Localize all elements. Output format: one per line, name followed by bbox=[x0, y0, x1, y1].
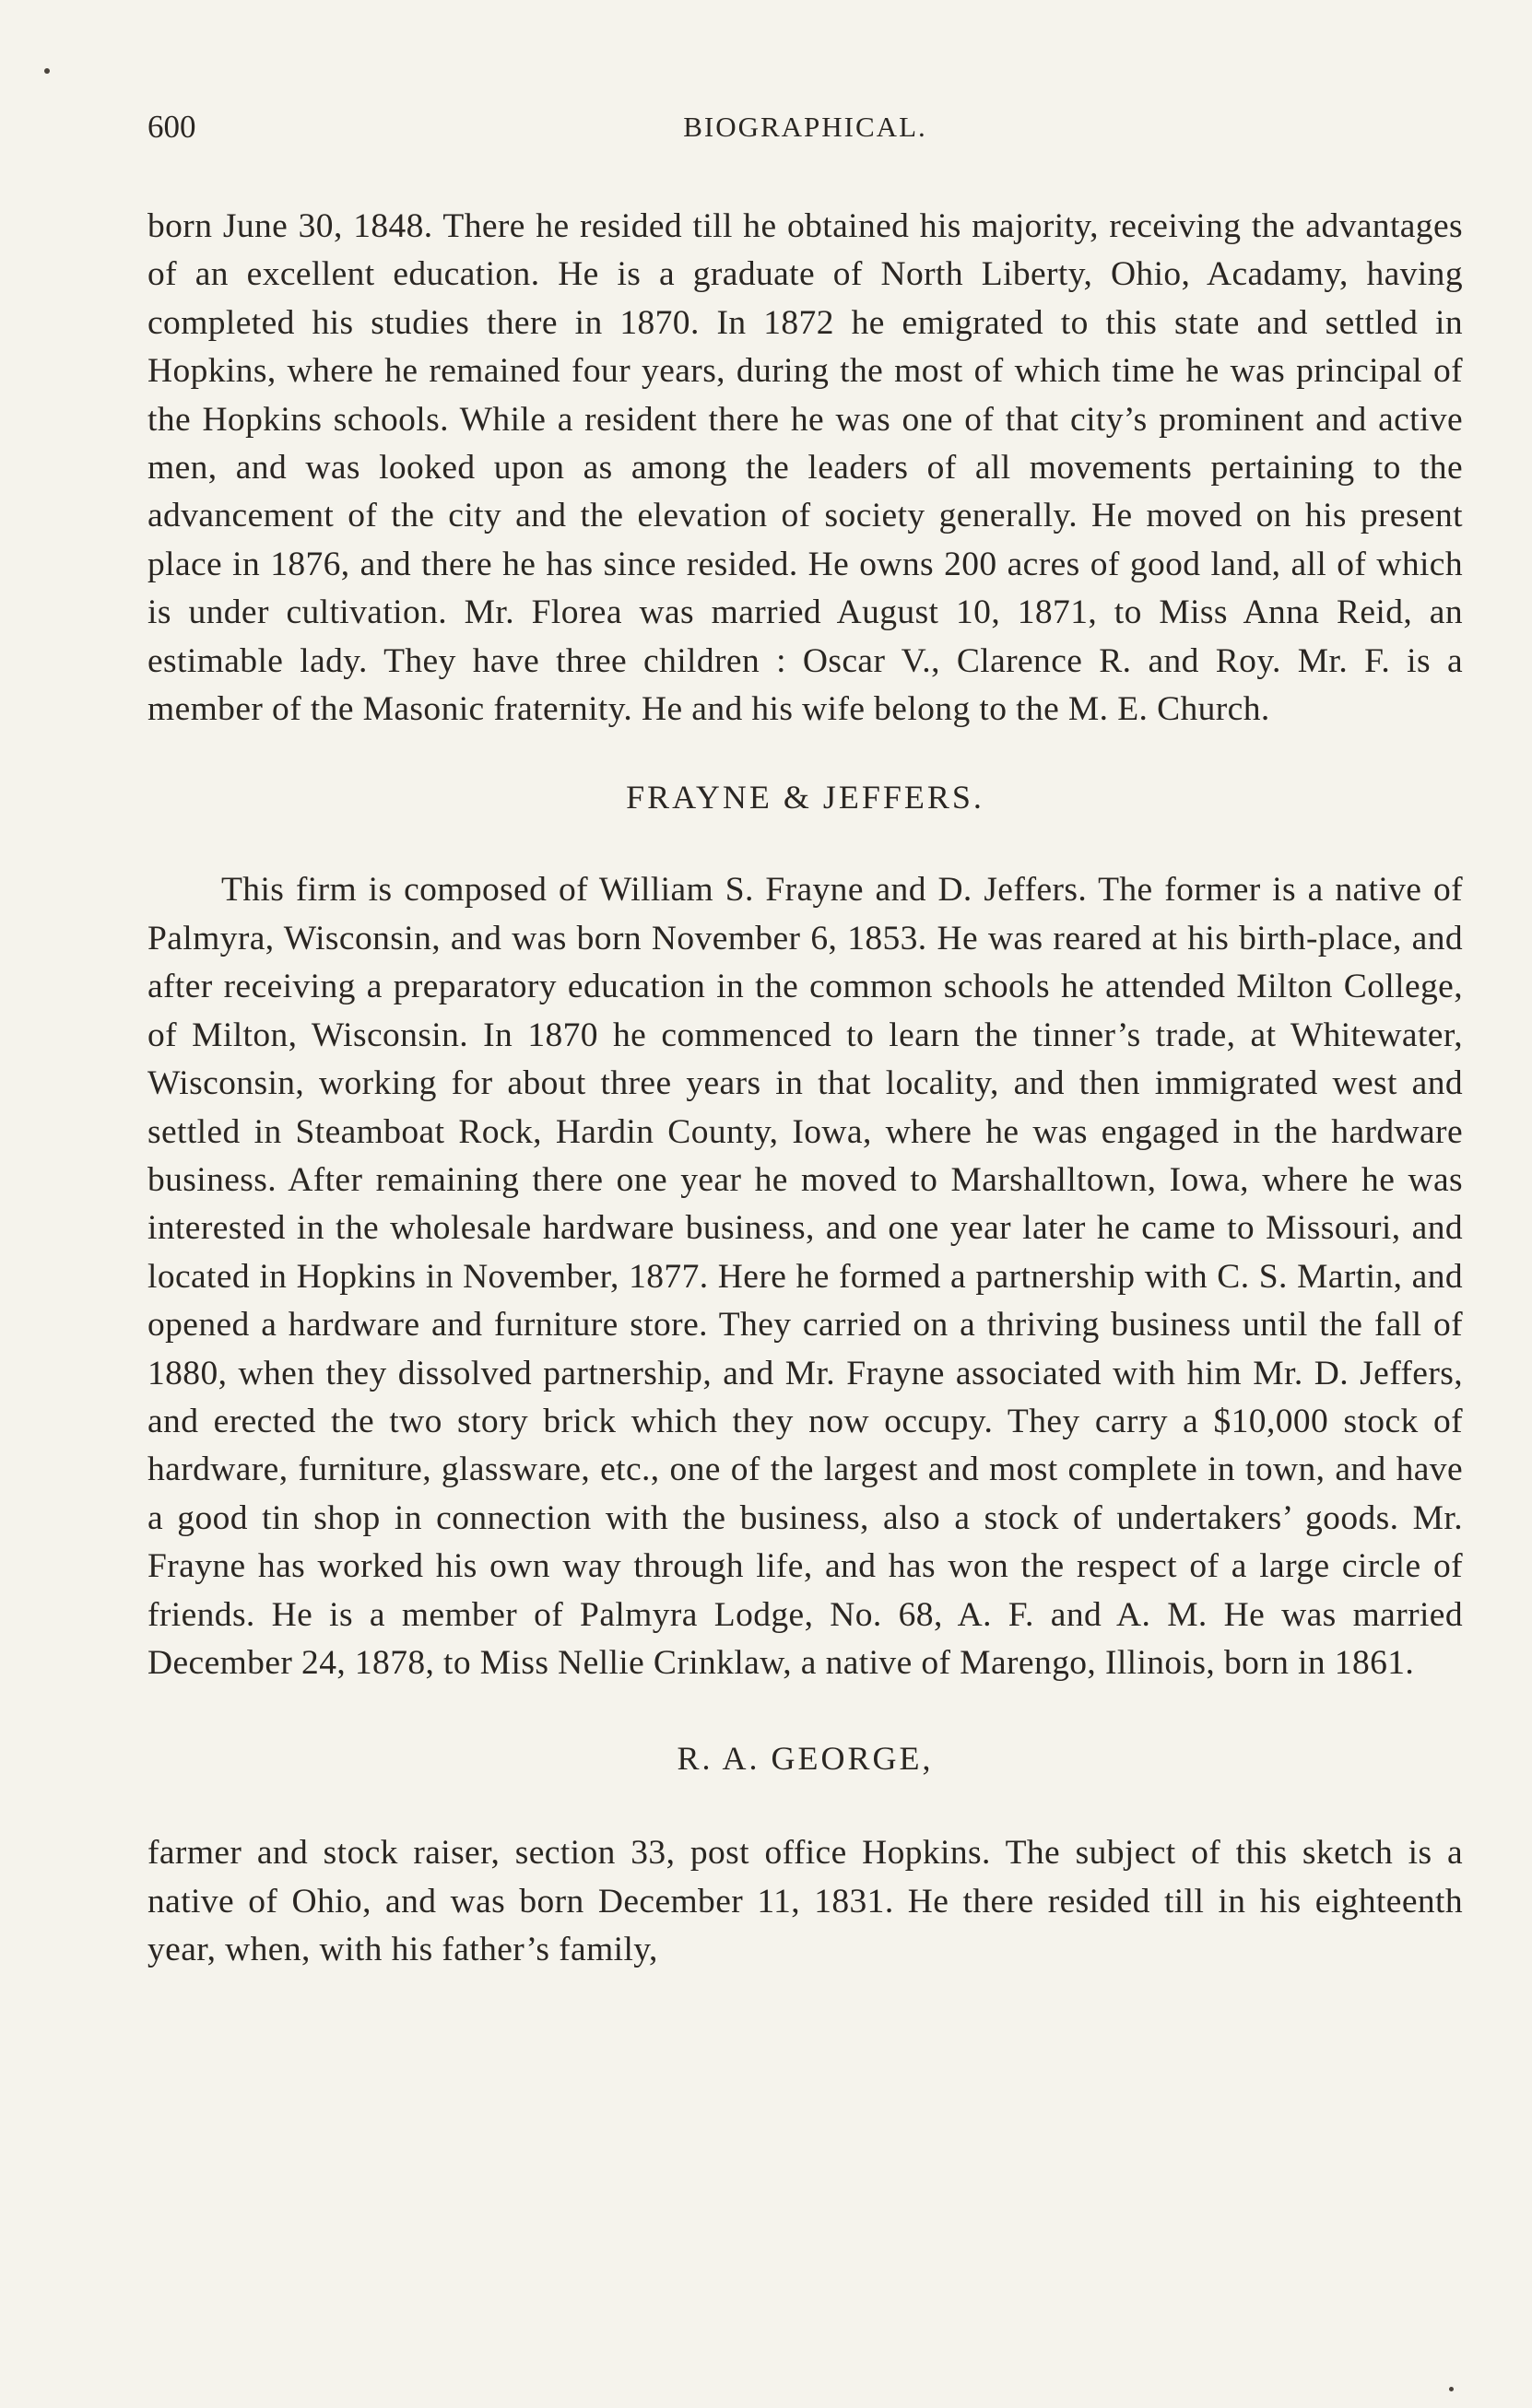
paragraph-ra-george: farmer and stock raiser, section 33, post office Hopkins. The subject of this sketch is a native of Ohio, and was born December 11, 1831. He there resided till in his eighteenth year, when, with his father’s family, bbox=[147, 1834, 1463, 1969]
section-heading-frayne-jeffers: FRAYNE & JEFFERS. bbox=[626, 779, 984, 816]
ink-speck-decoration bbox=[44, 68, 50, 74]
section-heading-ra-george: R. A. GEORGE, bbox=[677, 1740, 934, 1778]
running-title: BIOGRAPHICAL. bbox=[683, 111, 927, 143]
paragraph-florea-bio: born June 30, 1848. There he resided till he obtained his majority, receiving the advantages of an excellent education. He is a graduate of North Liberty, Ohio, Acadamy, having completed his studies there in 1870. In 1872 he emigrated to this state and settled in Hopkins, where he remained four years, during the most of which time he was principal of the Hopkins schools. While a resident there he was one of that city’s prominent and active men, and was looked upon as among the leaders of all movements pertaining to the advancement of the city and the elevation of society generally. He moved on his present place in 1876, and there he has since resided. He owns 200 acres of good land, all of which is under cultivation. Mr. Florea was married August 10, 1871, to Miss Anna Reid, an estimable lady. They have three children : Oscar V., Clarence R. and Roy. Mr. F. is a member of the Masonic fraternity. He and his wife belong to the M. E. Church. bbox=[147, 207, 1463, 729]
running-head bbox=[147, 109, 1463, 149]
page-number: 600 bbox=[147, 109, 196, 145]
ink-speck-decoration bbox=[1449, 2387, 1454, 2391]
paragraph-frayne-jeffers: This firm is composed of William S. Frayne and D. Jeffers. The former is a native of Palmyra, Wisconsin, and was born November 6, 1853. He was reared at his birth-place, and after receiving a preparatory education in the common schools he attended Milton College, of Milton, Wisconsin. In 1870 he commenced to learn the tinner’s trade, at Whitewater, Wisconsin, working for about three years in that locality, and then immigrated west and settled in Steamboat Rock, Hardin County, Iowa, where he was engaged in the hardware business. After remaining there one year he moved to Marshalltown, Iowa, where he was interested in the wholesale hardware business, and one year later he came to Missouri, and located in Hopkins in November, 1877. Here he formed a partnership with C. S. Martin, and opened a hardware and furniture store. They carried on a thriving business until the fall of 1880, when they dissolved partnership, and Mr. Frayne associated with him Mr. D. Jeffers, and erected the two story brick which they now occupy. They carry a $10,000 stock of hardware, furniture, glassware, etc., one of the largest and most complete in town, and have a good tin shop in connection with the business, also a stock of undertakers’ goods. Mr. Frayne has worked his own way through life, and has won the respect of a large circle of friends. He is a member of Palmyra Lodge, No. 68, A. F. and A. M. He was married December 24, 1878, to Miss Nellie Crinklaw, a native of Marengo, Illinois, born in 1861. bbox=[147, 871, 1463, 1682]
